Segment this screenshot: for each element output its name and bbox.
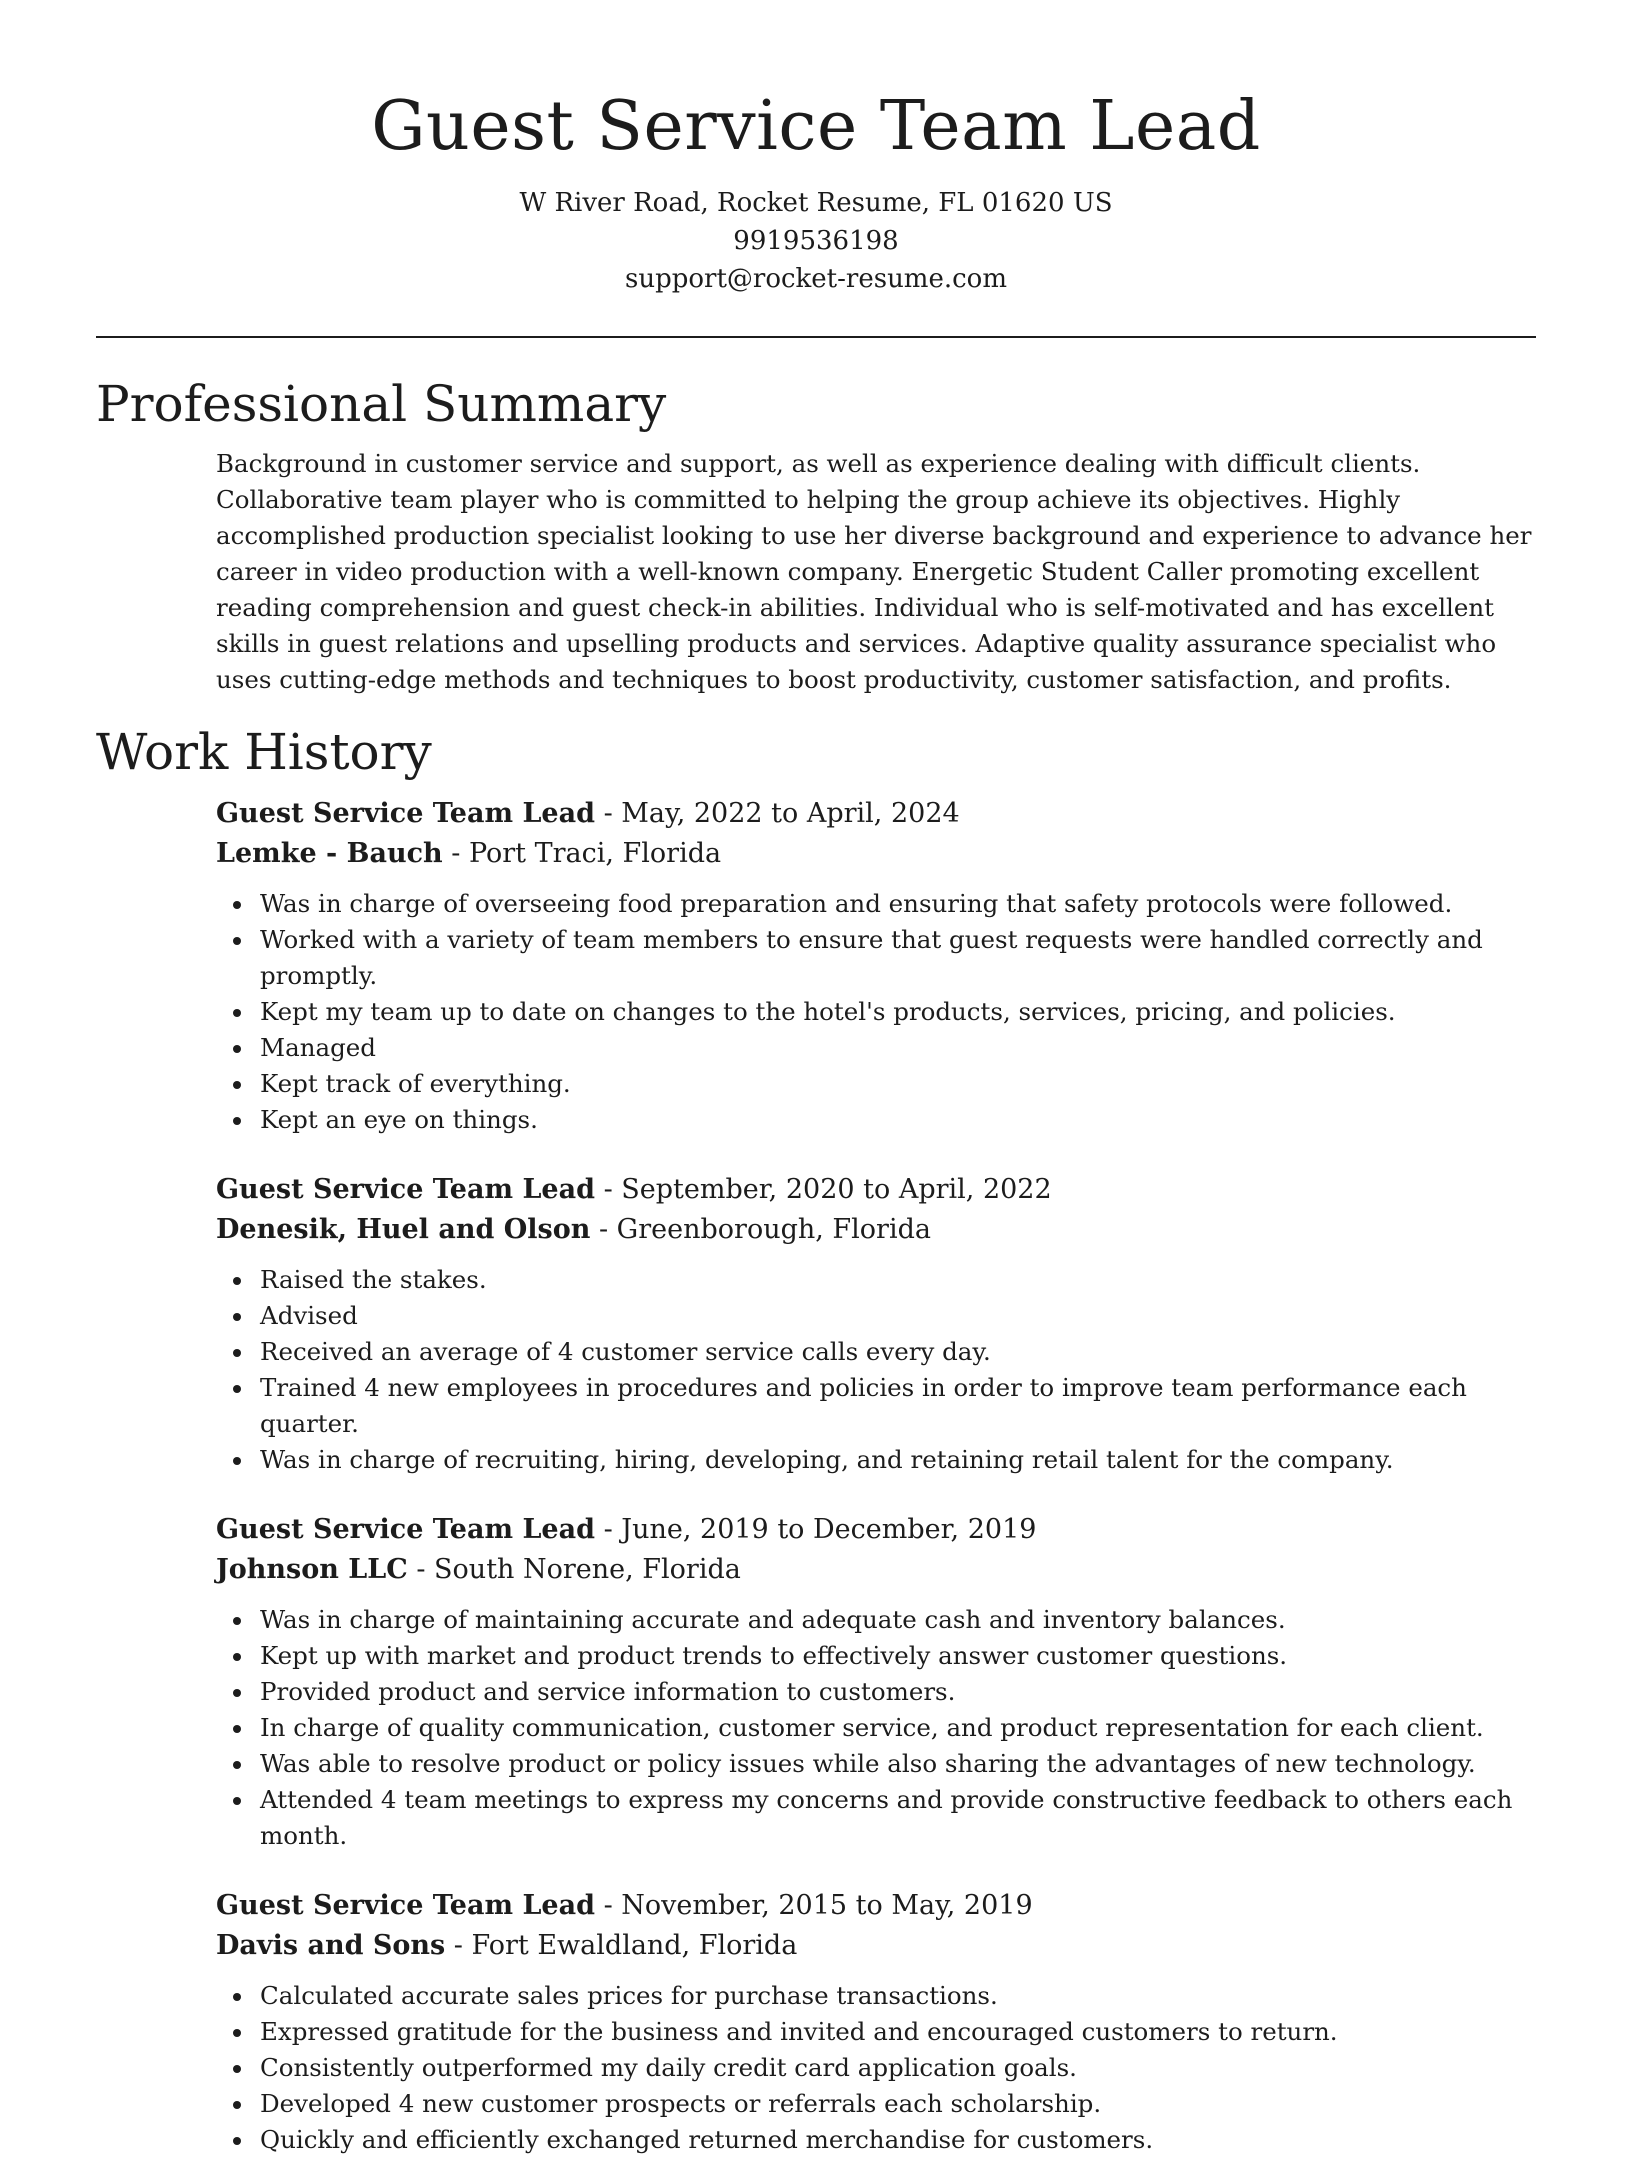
job-duties-list (216, 1602, 1536, 1854)
job-duty: Raised the stakes. (216, 1262, 1536, 1298)
job-employer: Lemke - Bauch - Port Traci, Florida (216, 838, 722, 869)
job-duty: Kept track of everything. (216, 1066, 1536, 1102)
job-duty: Provided product and service information to customers. (216, 1674, 1536, 1710)
job-duty: In charge of quality communication, customer service, and product representation for each client. (216, 1710, 1536, 1746)
job-heading: Guest Service Team Lead - September, 2020 to April, 2022 (216, 1174, 1052, 1205)
job-company: Denesik, Huel and Olson (216, 1214, 591, 1245)
job-employer: Davis and Sons - Fort Ewaldland, Florida (216, 1930, 798, 1961)
job-duty: Kept an eye on things. (216, 1102, 1536, 1138)
job-duty: Calculated accurate sales prices for purchase transactions. (216, 1978, 1536, 2014)
job-location: South Norene, Florida (434, 1554, 741, 1585)
job-duties-list (216, 1978, 1536, 2158)
job-duty: Managed (216, 1030, 1536, 1066)
job-employer: Denesik, Huel and Olson - Greenborough, Florida (216, 1214, 931, 1245)
job-duty: Trained 4 new employees in procedures and policies in order to improve team performance each quarter. (216, 1370, 1536, 1442)
job-company: Johnson LLC (216, 1554, 408, 1585)
job-heading: Guest Service Team Lead - May, 2022 to April, 2024 (216, 798, 960, 829)
section-title-summary: Professional Summary (96, 375, 667, 433)
job-role: Guest Service Team Lead (216, 1174, 595, 1205)
job-dates: September, 2020 to April, 2022 (621, 1174, 1052, 1205)
job-duty: Expressed gratitude for the business and invited and encouraged customers to return. (216, 2014, 1536, 2050)
job-company: Davis and Sons (216, 1930, 446, 1961)
job-duty: Advised (216, 1298, 1536, 1334)
job-duty: Developed 4 new customer prospects or referrals each scholarship. (216, 2086, 1536, 2122)
section-title-work-history: Work History (96, 723, 432, 781)
job-duties-list (216, 1262, 1536, 1478)
job-entry (216, 1510, 1536, 1854)
job-company: Lemke - Bauch (216, 838, 443, 869)
job-entry (216, 794, 1536, 1138)
job-duty: Consistently outperformed my daily credit card application goals. (216, 2050, 1536, 2086)
job-location: Greenborough, Florida (616, 1214, 931, 1245)
summary-text: Background in customer service and support, as well as experience dealing with difficult clients. Collaborative team player who is committed to helping the group achieve its objectives. Highly accomplished production specialist looking to use her diverse background and experience to advance her career in video production with a well-known company. Energetic Student Caller promoting excellent reading comprehension and guest check-in abilities. Individual who is self-motivated and has excellent skills in guest relations and upselling products and services. Adaptive quality assurance specialist who uses cutting-edge methods and techniques to boost productivity, customer satisfaction, and profits. (216, 449, 1532, 694)
job-heading: Guest Service Team Lead - June, 2019 to December, 2019 (216, 1514, 1037, 1545)
job-role: Guest Service Team Lead (216, 1890, 595, 1921)
resume-header (96, 0, 1536, 298)
job-duties-list (216, 886, 1536, 1138)
job-heading: Guest Service Team Lead - November, 2015 to May, 2019 (216, 1890, 1033, 1921)
job-duty: Quickly and efficiently exchanged returned merchandise for customers. (216, 2122, 1536, 2158)
job-dates: November, 2015 to May, 2019 (621, 1890, 1033, 1921)
job-duty: Was in charge of maintaining accurate and adequate cash and inventory balances. (216, 1602, 1536, 1638)
job-duty: Kept my team up to date on changes to the hotel's products, services, pricing, and policies. (216, 994, 1536, 1030)
phone-number: 9919536198 (733, 226, 899, 256)
job-employer: Johnson LLC - South Norene, Florida (216, 1554, 741, 1585)
job-dates: May, 2022 to April, 2024 (621, 798, 960, 829)
job-duty: Attended 4 team meetings to express my concerns and provide constructive feedback to others each month. (216, 1782, 1536, 1854)
candidate-name: Guest Service Team Lead (371, 87, 1261, 166)
job-duty: Received an average of 4 customer service calls every day. (216, 1334, 1536, 1370)
address: W River Road, Rocket Resume, FL 01620 US (519, 188, 1113, 218)
job-duty: Kept up with market and product trends to effectively answer customer questions. (216, 1638, 1536, 1674)
job-duty: Was in charge of overseeing food preparation and ensuring that safety protocols were followed. (216, 886, 1536, 922)
job-location: Fort Ewaldland, Florida (471, 1930, 798, 1961)
job-location: Port Traci, Florida (468, 838, 722, 869)
job-duty: Was able to resolve product or policy issues while also sharing the advantages of new technology. (216, 1746, 1536, 1782)
contact-info (96, 184, 1536, 298)
job-entry (216, 1170, 1536, 1478)
job-dates: June, 2019 to December, 2019 (621, 1514, 1037, 1545)
job-role: Guest Service Team Lead (216, 1514, 595, 1545)
header-divider (96, 336, 1536, 338)
job-role: Guest Service Team Lead (216, 798, 595, 829)
job-duty: Was in charge of recruiting, hiring, developing, and retaining retail talent for the company. (216, 1442, 1536, 1478)
job-duty: Worked with a variety of team members to ensure that guest requests were handled correctly and promptly. (216, 922, 1536, 994)
email-address: support@rocket-resume.com (624, 264, 1007, 294)
job-entry (216, 1886, 1536, 2158)
